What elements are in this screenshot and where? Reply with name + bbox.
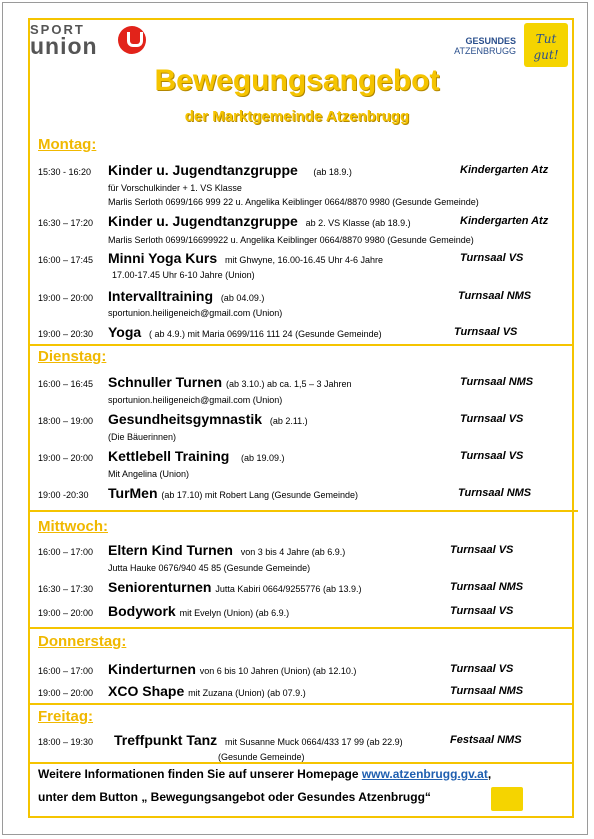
entry-location: Turnsaal VS [450,605,514,617]
entry-detail: sportunion.heiligeneich@gmail.com (Union) [108,395,283,405]
entry-time: 19:00 – 20:00 [38,453,94,463]
entry-time: 16:00 – 17:45 [38,255,94,265]
entry-title [108,603,289,619]
section-divider [28,703,574,705]
entry-info: (ab 17.10) mit Robert Lang (Gesunde Gemeinde) [161,490,359,500]
entry-time: 16:30 – 17:30 [38,584,94,594]
entry-title [108,374,352,390]
entry-location: Turnsaal NMS [450,581,524,593]
entry-location: Kindergarten Atz [460,215,549,227]
entry-time: 19:00 -20:30 [38,490,89,500]
entry-location: Festsaal NMS [450,734,522,746]
atzenbrugg-text: ATZENBRUGG [454,46,516,56]
entry-time: 16:30 – 17:20 [38,218,94,228]
entry-title [108,579,361,595]
entry-name: Kettlebell Training [108,448,230,464]
entry-time: 19:00 – 20:00 [38,293,94,303]
entry-info: (ab 18.9.) [313,167,352,177]
entry-detail: sportunion.heiligeneich@gmail.com (Union) [108,308,283,318]
entry-info: (ab 04.09.) [220,293,265,303]
entry-info: ( ab 4.9.) mit Maria 0699/116 111 24 (Gesunde Gemeinde) [148,329,382,339]
entry-location: Turnsaal NMS [450,685,524,697]
footer-button-hint: unter dem Button „ Bewegungsangebot oder Gesundes Atzenbrugg“ [38,790,431,804]
logo-union-text: union [30,33,98,59]
entry-name: TurMen [108,485,158,501]
day-heading-friday: Freitag: [38,708,94,725]
entry-location: Turnsaal NMS [458,290,532,302]
entry-title [108,485,358,501]
entry-name: Schnuller Turnen [108,374,223,390]
entry-name: Eltern Kind Turnen [108,542,233,558]
page-title: Bewegungsangebot [154,64,440,97]
tut-gut-logo: Tut gut! [524,23,568,67]
gesundes-atzenbrugg-badge-icon [491,787,523,811]
entry-time: 16:00 – 17:00 [38,666,94,676]
section-divider [28,762,574,764]
logo-sport-text: SPORT [30,22,85,37]
footer-info-line [38,767,491,781]
entry-info: mit Zuzana (Union) (ab 07.9.) [188,688,306,698]
entry-location: Turnsaal VS [460,252,524,264]
entry-title [108,324,382,340]
entry-name: Gesundheitsgymnastik [108,411,263,427]
footer-punct: , [487,767,492,781]
entry-detail: für Vorschulkinder + 1. VS Klasse [108,183,242,193]
entry-info: mit Evelyn (Union) (ab 6.9.) [179,608,290,618]
footer-text: Weitere Informationen finden Sie auf unserer Homepage [38,767,362,781]
entry-title [108,411,308,427]
entry-title [108,542,345,558]
gesundes-atzenbrugg-logo [446,36,516,56]
section-divider [28,344,574,346]
section-divider [28,627,574,629]
entry-info: von 6 bis 10 Jahren (Union) (ab 12.10.) [199,666,357,676]
entry-name: Treffpunkt Tanz [114,732,218,748]
entry-title [114,732,403,748]
entry-detail: Jutta Hauke 0676/940 45 85 (Gesunde Gemeinde) [108,563,311,573]
entry-info: mit Ghwyne, 16.00-16.45 Uhr 4-6 Jahre [224,255,384,265]
entry-name: Intervalltraining [108,288,214,304]
entry-name: Yoga [108,324,142,340]
entry-detail: Marlis Serloth 0699/16699922 u. Angelika Keiblinger 0664/8870 9980 (Gesunde Gemeinde) [108,235,474,245]
entry-info: (ab 3.10.) ab ca. 1,5 – 3 Jahren [225,379,352,389]
entry-name: Bodywork [108,603,176,619]
entry-time: 18:00 – 19:30 [38,737,94,747]
homepage-link[interactable]: www.atzenbrugg.gv.at [361,767,488,781]
entry-time: 15:30 - 16:20 [38,167,92,177]
entry-name: Kinder u. Jugendtanzgruppe [108,213,298,229]
entry-location: Turnsaal NMS [458,487,532,499]
entry-detail: Mit Angelina (Union) [108,469,190,479]
entry-info: mit Susanne Muck 0664/433 17 99 (ab 22.9) [224,737,403,747]
entry-time: 19:00 – 20:00 [38,688,94,698]
page-subtitle: der Marktgemeinde Atzenbrugg [184,108,410,125]
gesundes-text: GESUNDES [465,36,516,46]
entry-title [108,683,306,699]
entry-location: Turnsaal VS [454,326,518,338]
entry-name: Kinderturnen [108,661,196,677]
entry-title [108,661,356,677]
entry-location: Kindergarten Atz [460,164,549,176]
entry-info: ab 2. VS Klasse (ab 18.9.) [305,218,411,228]
entry-title [108,288,264,304]
day-heading-thursday: Donnerstag: [38,633,127,650]
entry-info: Jutta Kabiri 0664/9255776 (ab 13.9.) [215,584,362,594]
union-u-icon [118,26,146,54]
entry-time: 16:00 – 16:45 [38,379,94,389]
entry-location: Turnsaal VS [460,413,524,425]
entry-title [108,213,411,229]
entry-info: (ab 19.09.) [241,453,285,463]
entry-location: Turnsaal VS [450,544,514,556]
entry-location: Turnsaal NMS [460,376,534,388]
day-heading-monday: Montag: [38,136,97,153]
entry-name: Kinder u. Jugendtanzgruppe [108,162,298,178]
entry-name: Minni Yoga Kurs [108,250,218,266]
entry-location: Turnsaal VS [450,663,514,675]
day-heading-tuesday: Dienstag: [38,348,107,365]
sport-union-logo [30,22,150,58]
entry-info: (ab 2.11.) [269,416,308,426]
entry-name: XCO Shape [108,683,185,699]
entry-time: 19:00 – 20:00 [38,608,94,618]
entry-detail: (Gesunde Gemeinde) [218,752,305,762]
entry-detail: Marlis Serloth 0699/166 999 22 u. Angelika Keiblinger 0664/8870 9980 (Gesunde Gemeinde) [108,197,479,207]
entry-location: Turnsaal VS [460,450,524,462]
entry-detail: 17.00-17.45 Uhr 6-10 Jahre (Union) [112,270,255,280]
day-heading-wednesday: Mittwoch: [38,518,108,535]
entry-time: 19:00 – 20:30 [38,329,94,339]
entry-info: von 3 bis 4 Jahre (ab 6.9.) [240,547,346,557]
section-divider [28,510,578,512]
entry-time: 16:00 – 17:00 [38,547,94,557]
entry-title [108,250,383,266]
entry-time: 18:00 – 19:00 [38,416,94,426]
entry-name: Seniorenturnen [108,579,212,595]
entry-title [108,448,285,464]
entry-detail: (Die Bäuerinnen) [108,432,177,442]
entry-title [108,162,352,178]
